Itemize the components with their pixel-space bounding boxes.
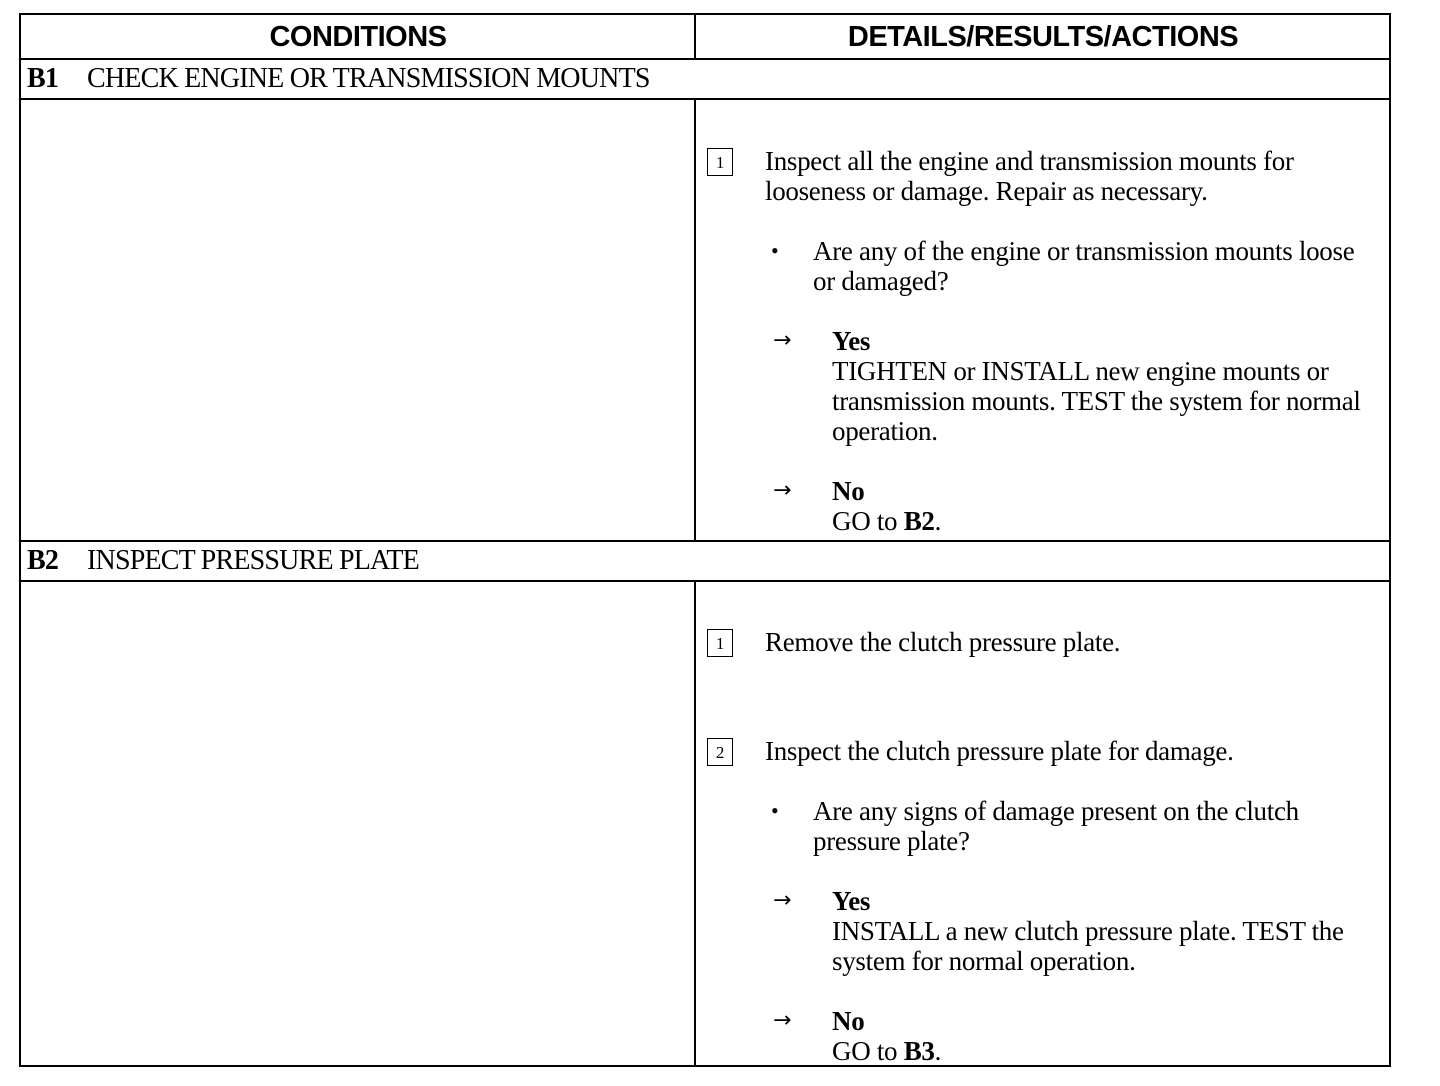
question-text: Are any of the engine or transmission mounts loose or damaged?: [813, 236, 1355, 296]
step-title-row-b1: [21, 60, 650, 98]
answer-label: Yes: [832, 886, 871, 916]
row-divider: [21, 98, 1389, 100]
bullet-icon: •: [771, 798, 779, 823]
action-text: Inspect the clutch pressure plate for damage.: [765, 736, 1234, 766]
answer-no: [832, 476, 1382, 536]
question-text: Are any signs of damage present on the clutch pressure plate?: [813, 796, 1299, 856]
arrow-right-icon: →: [773, 1008, 792, 1033]
step-title-row-b2: [21, 542, 419, 580]
action-text: Inspect all the engine and transmission mounts for looseness or damage. Repair as necessary.: [765, 146, 1294, 206]
step-b1-details: [707, 146, 1387, 546]
step-title: INSPECT PRESSURE PLATE: [87, 545, 419, 576]
step-b2-details: [707, 627, 1387, 1067]
step-id: B1: [27, 63, 59, 94]
answer-text: TIGHTEN or INSTALL new engine mounts or transmission mounts. TEST the system for normal operation.: [832, 356, 1361, 446]
arrow-right-icon: →: [773, 328, 792, 353]
column-header-conditions: CONDITIONS: [269, 21, 447, 53]
goto-target: B2: [903, 506, 935, 536]
column-divider: [694, 98, 696, 540]
action-text: Remove the clutch pressure plate.: [765, 627, 1121, 657]
answer-yes: [832, 326, 1382, 446]
answer-text: GO to B3.: [832, 1036, 942, 1066]
bullet-icon: •: [771, 238, 779, 263]
answer-text: INSTALL a new clutch pressure plate. TEST the system for normal operation.: [832, 916, 1344, 976]
action-number-box: 1: [707, 148, 733, 176]
answer-label: No: [832, 476, 865, 506]
answer-text: GO to B2.: [832, 506, 942, 536]
answer-yes: [832, 886, 1382, 976]
answer-label: No: [832, 1006, 865, 1036]
arrow-right-icon: →: [773, 888, 792, 913]
step-id: B2: [27, 545, 59, 576]
step-title: CHECK ENGINE OR TRANSMISSION MOUNTS: [87, 63, 650, 94]
answer-no: [832, 1006, 1382, 1066]
column-divider: [694, 15, 696, 58]
arrow-right-icon: →: [773, 478, 792, 503]
answer-label: Yes: [832, 326, 871, 356]
column-divider: [694, 580, 696, 1067]
goto-target: B3: [903, 1036, 935, 1066]
column-header-details: DETAILS/RESULTS/ACTIONS: [847, 21, 1239, 53]
diagnostic-table: [19, 13, 1391, 1067]
action-number-box: 1: [707, 629, 733, 657]
row-divider: [21, 580, 1389, 582]
action-number-box: 2: [707, 738, 733, 766]
